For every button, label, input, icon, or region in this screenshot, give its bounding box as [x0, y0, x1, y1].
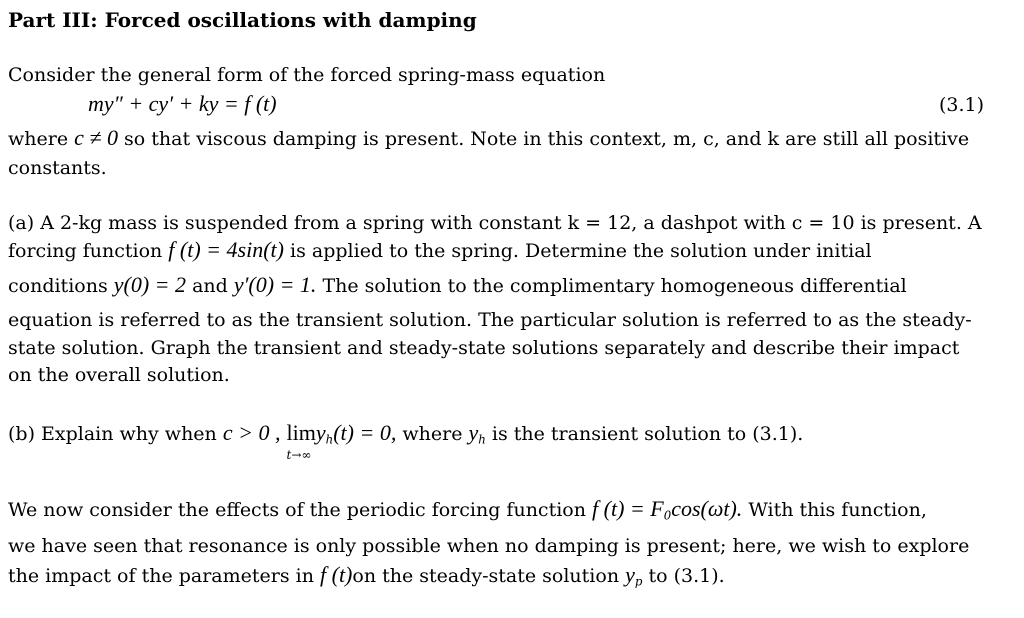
part-a-line-6: on the overall solution. — [8, 364, 230, 386]
closing-line-1-post: With this function, — [748, 499, 927, 521]
limit-y-sub: h — [325, 432, 334, 447]
intro-line-1: Consider the general form of the forced spring-mass equation — [8, 64, 606, 86]
intro-line-constants: constants. — [8, 157, 107, 179]
part-a-line-3-pre: conditions — [8, 275, 108, 297]
part-b-condition: c > 0 , — [222, 420, 281, 445]
part-a-line-1: (a) A 2-kg mass is suspended from a spring with constant k = 12, a dashpot with c = 10 is present. A — [8, 212, 982, 234]
periodic-forcing-sub: 0 — [663, 508, 672, 523]
part-b-where: where — [402, 423, 463, 445]
periodic-forcing-math: f (t) = F — [592, 496, 664, 521]
equation-3-1: my″ + cy′ + ky = f (t) — [88, 91, 277, 116]
yp-sub: p — [634, 574, 643, 589]
part-b-line — [8, 420, 804, 462]
closing-ft-math: f (t) — [320, 562, 353, 587]
part-a-line-3-post: The solution to the complimentary homogeneous differential — [322, 275, 907, 297]
part-a-line-3-mid: and — [192, 275, 228, 297]
part-a-line-3 — [8, 273, 907, 298]
periodic-forcing-post: cos(ωt). — [671, 496, 743, 521]
equation-number: (3.1) — [938, 94, 984, 116]
part-a-line-5: state solution. Graph the transient and steady-state solutions separately and describe their impact — [8, 337, 960, 359]
part-a-line-2-pre: forcing function — [8, 240, 163, 262]
part-b-pre: (b) Explain why when — [8, 423, 217, 445]
where-prefix: where — [8, 128, 69, 150]
closing-line-1-pre: We now consider the effects of the periodic forcing function — [8, 499, 586, 521]
yh-symbol: y — [468, 420, 479, 445]
limit-y: y — [315, 420, 326, 445]
yh-sub: h — [478, 432, 486, 447]
forcing-function-math: f (t) = 4sin(t) — [168, 237, 284, 262]
part-a-line-2-post: is applied to the spring. Determine the solution under initial — [290, 240, 872, 262]
closing-line-3-mid: on the steady-state solution — [352, 565, 620, 587]
initial-condition-1: y(0) = 2 — [113, 272, 187, 297]
limit-expression — [286, 420, 316, 462]
where-rest: so that viscous damping is present. Note in this context, m, c, and k are still all positive — [124, 128, 970, 150]
closing-line-3-pre: the impact of the parameters in — [8, 565, 314, 587]
closing-line-3 — [8, 563, 725, 594]
limit-subscript: t→∞ — [286, 448, 312, 462]
intro-line-where — [8, 126, 969, 151]
closing-line-3-post: to (3.1). — [648, 565, 725, 587]
part-a-line-4: equation is referred to as the transient solution. The particular solution is referred to as the steady- — [8, 309, 972, 331]
limit-rest: (t) = 0, — [333, 420, 397, 445]
part-title: Part III: Forced oscillations with damping — [8, 8, 477, 32]
part-a-line-2 — [8, 238, 872, 263]
initial-condition-2: y′(0) = 1. — [233, 272, 317, 297]
yp-symbol: y — [625, 562, 635, 587]
closing-line-2: we have seen that resonance is only possible when no damping is present; here, we wish to explore — [8, 535, 970, 557]
limit-word: lim — [286, 420, 316, 445]
closing-line-1 — [8, 497, 927, 528]
where-math: c ≠ 0 — [74, 125, 118, 150]
part-b-post: is the transient solution to (3.1). — [491, 423, 804, 445]
